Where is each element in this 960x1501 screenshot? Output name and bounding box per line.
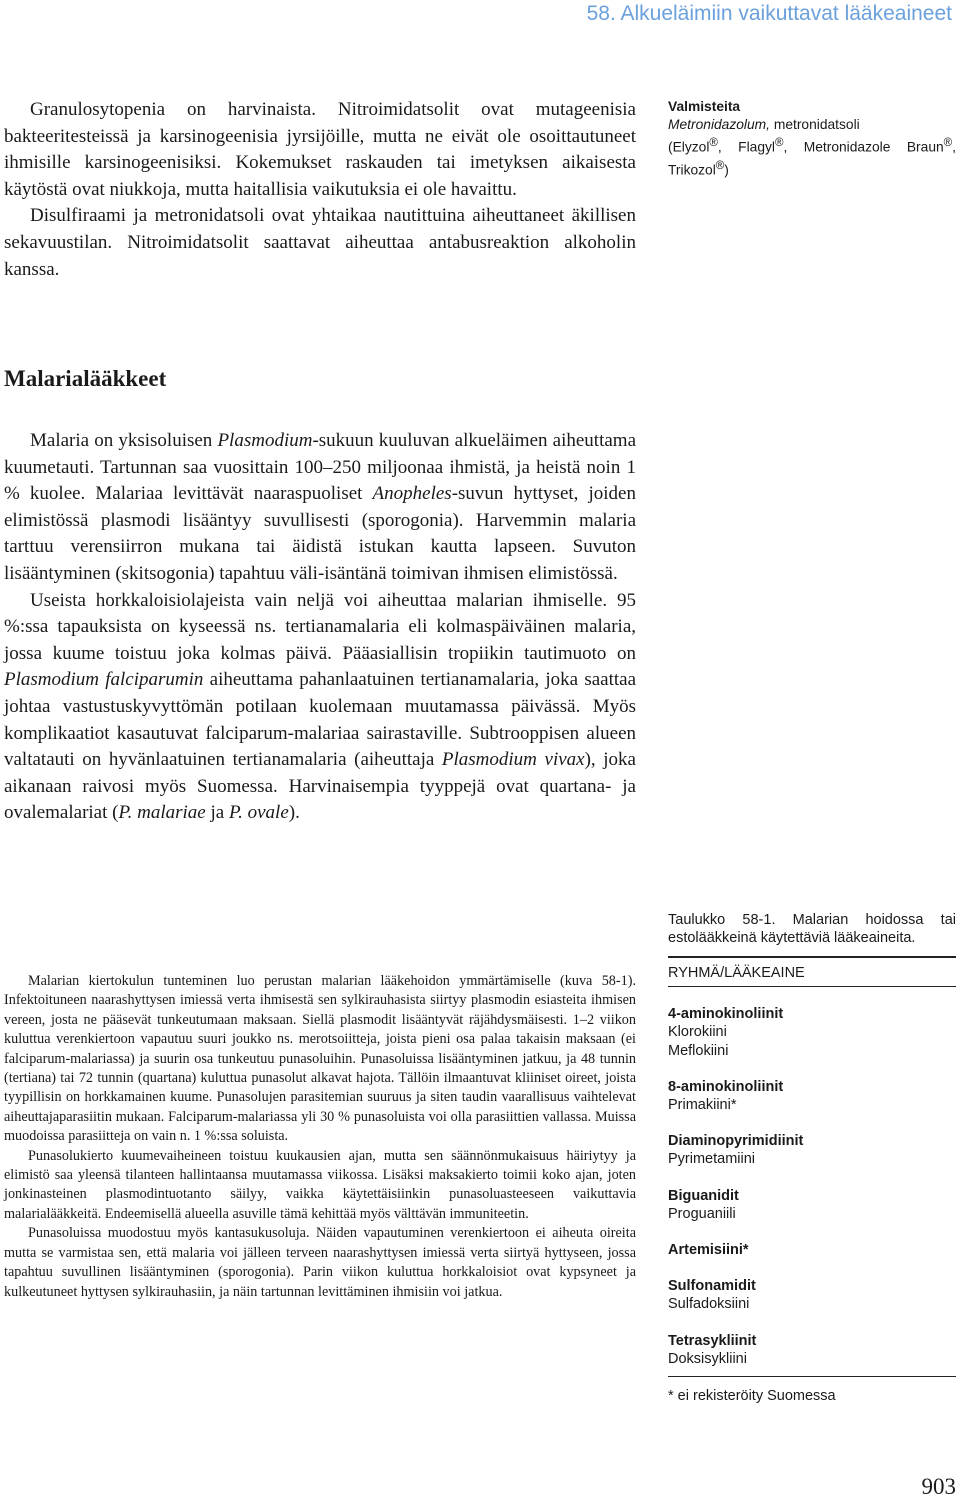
species-name: P. ovale bbox=[228, 802, 289, 824]
group-name: 4-aminokinoliinit bbox=[668, 1006, 784, 1023]
table-group bbox=[668, 1078, 956, 1114]
preparations-title: Valmisteita bbox=[668, 99, 741, 114]
table-group bbox=[668, 1241, 956, 1259]
registered-mark: ® bbox=[943, 137, 953, 150]
paragraph: Punasolukierto kuumevaiheineen toistuu kuukausien ajan, mutta sen säännönmukaisuus häiriytyy ja elimistö saa yleensä tilanteen hallintaansa muutamassa viikossa. Lisäksi maksakierto toimii koko ajan, joten jonkinasteinen plasmodintuotanto säilyy, vaikka käytettäisiinkin punasoluasteeseen vaikuttavia malarialääkkeitä. Endeemisellä alueella asuville tämä kehittää myös välttävän immuniteetin. bbox=[4, 1147, 636, 1222]
table-header: RYHMÄ/LÄÄKEAINE bbox=[668, 956, 956, 987]
small-print-text bbox=[4, 972, 636, 1302]
text-run: ), joka aikanaan raivosi myös Suomessa. Harvinaisempia tyyppejä ovat quartana- ja ovalemalariat ( bbox=[4, 749, 636, 824]
table-group bbox=[668, 1005, 956, 1060]
group-name: Sulfonamidit bbox=[668, 1278, 756, 1295]
generic-name: metronidatsoli bbox=[770, 117, 860, 133]
page-number: 903 bbox=[921, 1474, 956, 1499]
drug-table bbox=[668, 956, 956, 1405]
brand-elyzol: (Elyzol bbox=[668, 140, 710, 155]
group-name: Artemisiini* bbox=[668, 1242, 749, 1259]
paragraph bbox=[4, 588, 636, 827]
text-run: -suvun hyttyset, joiden elimistössä plasmodi lisääntyy suvullisesti (sporogonia). Harvemmin malaria tarttuu verensiirron mukana tai äidistä istukan kautta lapseen. Suvuton lisääntyminen (skitsogonia) tapahtuu väli-isäntänä toimivan ihmisen elimistössä. bbox=[4, 483, 636, 584]
text-run: ja bbox=[205, 802, 229, 824]
registered-mark: ® bbox=[774, 137, 784, 150]
brand-trikozol: , Trikozol bbox=[668, 140, 956, 178]
drug-name: Klorokiini bbox=[668, 1024, 727, 1041]
text-run: Useista horkkaloisiolajeista vain neljä voi aiheuttaa malarian ihmiselle. 95 %:ssa tapauksista on kyseessä ns. tertianamalaria eli kolmaspäiväinen malaria, jossa kuume toistuu joka kolmas päivä. Pääasiallisin tropiikin tautimuoto on bbox=[4, 589, 636, 664]
drug-name: Primakiini* bbox=[668, 1097, 737, 1114]
drug-name: Meflokiini bbox=[668, 1042, 729, 1059]
registered-mark: ® bbox=[709, 137, 718, 150]
species-name: Plasmodium falciparumin bbox=[4, 669, 204, 691]
table-group bbox=[668, 1277, 956, 1313]
table-footnote: * ei rekisteröity Suomessa bbox=[668, 1376, 956, 1405]
paragraph: Granulosytopenia on harvinaista. Nitroimidatsolit ovat mutageenisia bakteeritesteissä ja karsinogeenisia jyrsijöille, mutta ne eivät ole osoittautuneet ihmisille karsinogeenisiksi. Kokemukset raskauden tai imetyksen aikaisesta käytöstä ovat niukkoja, mutta haitallisia vaikutuksia ei ole havaittu. bbox=[4, 99, 636, 200]
drug-name: Proguaniili bbox=[668, 1205, 736, 1222]
section-heading: Malarialääkkeet bbox=[4, 366, 167, 391]
group-name: Diaminopyrimidiinit bbox=[668, 1133, 804, 1150]
paragraph bbox=[4, 428, 636, 588]
drug-name: Pyrimetamiini bbox=[668, 1151, 756, 1168]
text-run: Malaria on yksisoluisen bbox=[30, 430, 218, 451]
drug-name: Doksisykliini bbox=[668, 1350, 747, 1367]
paragraph: Punasoluissa muodostuu myös kantasukusoluja. Näiden vapautuminen verenkiertoon ei aiheuta oireita mutta se varmistaa sen, että malaria voi jälleen terveen naarashyttysen imiessä verta siirtyä hyttyseen, jossa tapahtuu suvullinen lisääntyminen (sporogonia). Parin viikon kuluttua horkkaloisiot ovat kypsyneet ja kulkeutuneet hyttysen sylkirauhasiin, ja näin tartunnan levittäminen ihmisiin voi jatkua. bbox=[4, 1225, 636, 1300]
genus-name: Plasmodium bbox=[217, 430, 313, 451]
table-group bbox=[668, 1332, 956, 1368]
group-name: Tetrasykliinit bbox=[668, 1332, 757, 1349]
registered-mark: ® bbox=[715, 160, 725, 173]
table-group bbox=[668, 1132, 956, 1168]
group-name: Biguanidit bbox=[668, 1187, 739, 1204]
close-paren: ) bbox=[724, 162, 729, 178]
table-group bbox=[668, 1187, 956, 1223]
text-run: aiheuttama pahanlaatuinen tertianamalaria, joka saattaa johtaa vastustuskyvyttömän potilaan kuolemaan muutamassa päivässä. Myös komplikaatiot kasautuvat falciparum-malariaa sairastaville. Subtrooppisen alueen valtatauti on hyvänlaatuinen tertianamalaria (aiheuttaja bbox=[4, 669, 636, 771]
intro-text bbox=[4, 97, 636, 283]
brand-metronidazole-braun: , Metronidazole Braun bbox=[783, 140, 944, 155]
genus-name: Anopheles bbox=[372, 483, 452, 505]
drug-name: Sulfadoksiini bbox=[668, 1296, 750, 1313]
group-name: 8-aminokinoliinit bbox=[668, 1078, 784, 1095]
table-caption: Taulukko 58-1. Malarian hoidossa tai estolääkkeinä käytettäviä lääkeaineita. bbox=[668, 912, 956, 946]
species-name: P. malariae bbox=[118, 802, 206, 824]
text-run: ). bbox=[288, 802, 300, 824]
preparations-box bbox=[668, 98, 956, 180]
running-header: 58. Alkueläimiin vaikuttavat lääkeaineet bbox=[586, 2, 952, 25]
text-run: -sukuun kuuluvan alkueläimen aiheuttama kuumetauti. Tartunnan saa vuosittain 100–250 miljoonaa ihmistä, ja heistä noin 1 % kuolee. Malariaa levittävät naaraspuoliset bbox=[4, 430, 636, 505]
paragraph: Malarian kiertokulun tunteminen luo perustan malarian lääkehoidon ymmärtämiselle (kuva 58-1). Infektoituneen naarashyttysen imiessä verta ihmisestä sen sylkirauhasista siirtyy plasmodin esiasteita ihmisen vereen, josta ne pääsevät tunkeutumaan maksaan. Siellä plasmodit lisääntyvät räjähdysmäisesti. 1–2 viikon kuluttua verenkiertoon vapautuu suuri joukko ns. merotsoiitteja, joista pieni osa palaa takaisin maksaan (ei falciparum-malariassa) ja suurin osa tunkeutuu punasoluihin. Punasoluissa lisääntyminen jatkuu, ja 48 tunnin (tertiana) tai 72 tunnin (quartana) kuluttua punasolut alkavat hajota. Tällöin ilmaantuvat kliiniset oireet, joista tyypillisin on horkkamainen kuume. Punasolujen parasitemian suuruus ja siten taudin vaarallisuus vaihtelevat aiheuttajaparasiitin mukaan. Falciparum-malariassa yli 30 % punasoluista voi olla parasiittien vallassa. Muissa muodoissa parasiitteja on vain n. 1 %:ssa soluista. bbox=[4, 973, 636, 1145]
brand-flagyl: , Flagyl bbox=[717, 140, 775, 155]
malaria-text bbox=[4, 428, 636, 827]
latin-name: Metronidazolum, bbox=[668, 117, 770, 133]
species-name: Plasmodium vivax bbox=[441, 749, 585, 771]
paragraph: Disulfiraami ja metronidatsoli ovat yhtaikaa nautittuina aiheuttaneet äkillisen sekavuustilan. Nitroimidatsolit saattavat aiheuttaa antabusreaktion alkoholin kanssa. bbox=[4, 205, 636, 280]
